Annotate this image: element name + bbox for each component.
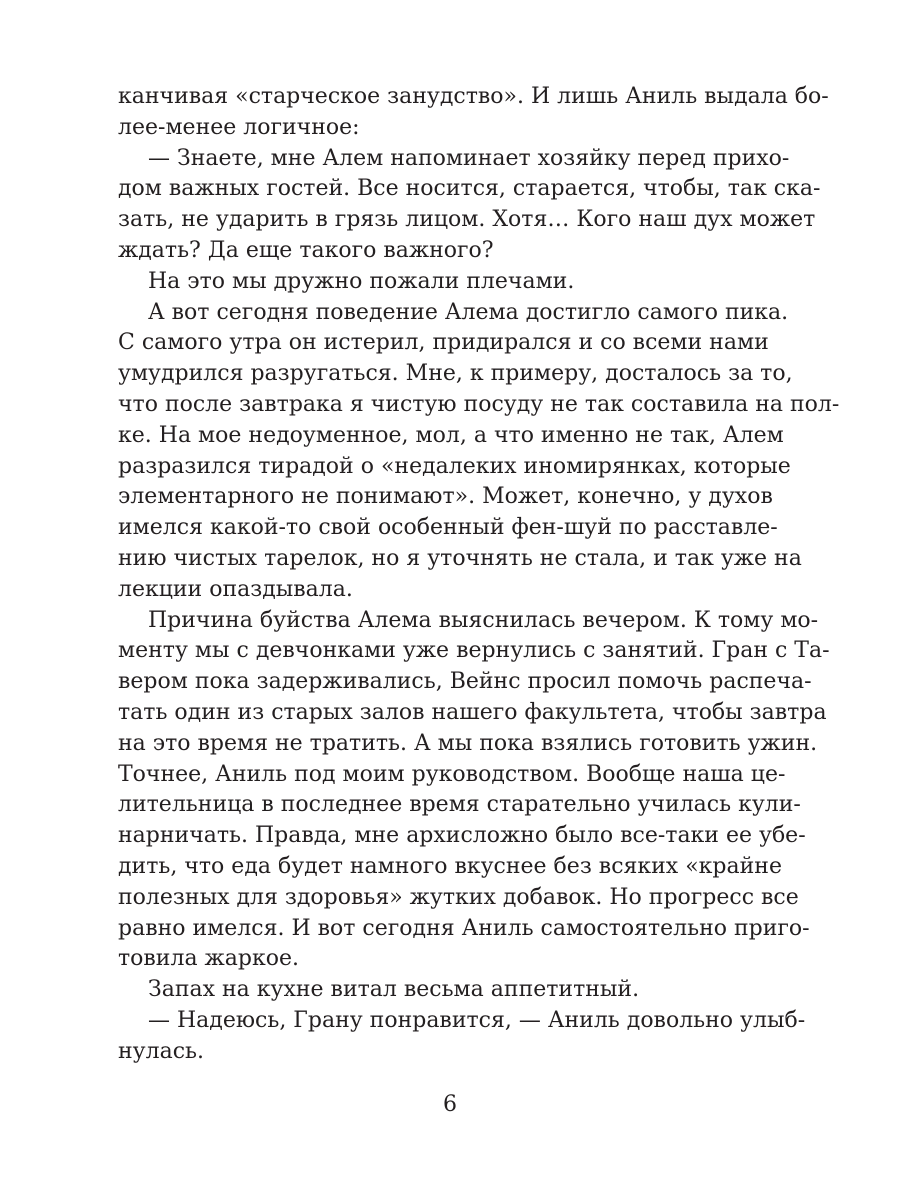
text-line: Причина буйства Алема выяснилась вечером. К тому мо-	[148, 607, 819, 633]
text-line: разразился тирадой о «недалеких иномирянках, которые	[118, 453, 791, 479]
body-text	[118, 82, 840, 1068]
text-line: зать, не ударить в грязь лицом. Хотя… Кого наш дух может	[118, 207, 816, 233]
text-line: канчивая «старческое занудство». И лишь Аниль выдала бо-	[118, 84, 829, 109]
text-line: нию чистых тарелок, но я уточнять не стала, и так уже на	[118, 545, 802, 571]
text-line: вером пока задерживались, Вейнс просил помочь распеча-	[118, 669, 812, 695]
text-line: нарничать. Правда, мне архисложно было все-таки ее убе-	[118, 823, 806, 849]
text-line: товила жаркое.	[118, 946, 299, 972]
text-line: нулась.	[118, 1038, 204, 1064]
text-line: дом важных гостей. Все носится, старается, чтобы, так ска-	[118, 176, 821, 202]
text-line: лительница в последнее время старательно училась кули-	[118, 792, 801, 818]
text-line: полезных для здоровья» жутких добавок. Но прогресс все	[118, 884, 799, 910]
page-number: 6	[443, 1092, 457, 1117]
text-line: А вот сегодня поведение Алема достигло самого пика.	[148, 299, 789, 325]
text-line: элементарного не понимают». Может, конечно, у духов	[118, 484, 773, 510]
text-line: на это время не тратить. А мы пока взялись готовить ужин.	[118, 730, 818, 756]
text-line: умудрился разругаться. Мне, к примеру, досталось за то,	[118, 361, 793, 387]
text-line: — Знаете, мне Алем напоминает хозяйку перед прихо-	[148, 145, 790, 171]
text-line: что после завтрака я чистую посуду не так составила на пол-	[118, 391, 840, 417]
text-line: равно имелся. И вот сегодня Аниль самостоятельно приго-	[118, 915, 810, 941]
text-line: На это мы дружно пожали плечами.	[148, 268, 575, 294]
text-line: ке. На мое недоуменное, мол, а что именно не так, Алем	[118, 422, 784, 448]
text-line: менту мы с девчонками уже вернулись с занятий. Гран с Та-	[118, 638, 830, 664]
text-line: дить, что еда будет намного вкуснее без всяких «крайне	[118, 853, 782, 879]
text-line: Точнее, Аниль под моим руководством. Вообще наша це-	[118, 761, 786, 787]
text-line: лекции опаздывала.	[118, 576, 353, 602]
text-line: имелся какой-то свой особенный фен-шуй по расставле-	[118, 515, 778, 541]
text-line: Запах на кухне витал весьма аппетитный.	[148, 977, 640, 1003]
text-line: — Надеюсь, Грану понравится, — Аниль довольно улыб-	[148, 1007, 806, 1033]
text-line: С самого утра он истерил, придирался и со всеми нами	[118, 330, 769, 356]
text-line: ждать? Да еще такого важного?	[118, 237, 494, 263]
text-line: лее-менее логичное:	[118, 114, 360, 140]
text-line: тать один из старых залов нашего факультета, чтобы завтра	[118, 699, 827, 725]
